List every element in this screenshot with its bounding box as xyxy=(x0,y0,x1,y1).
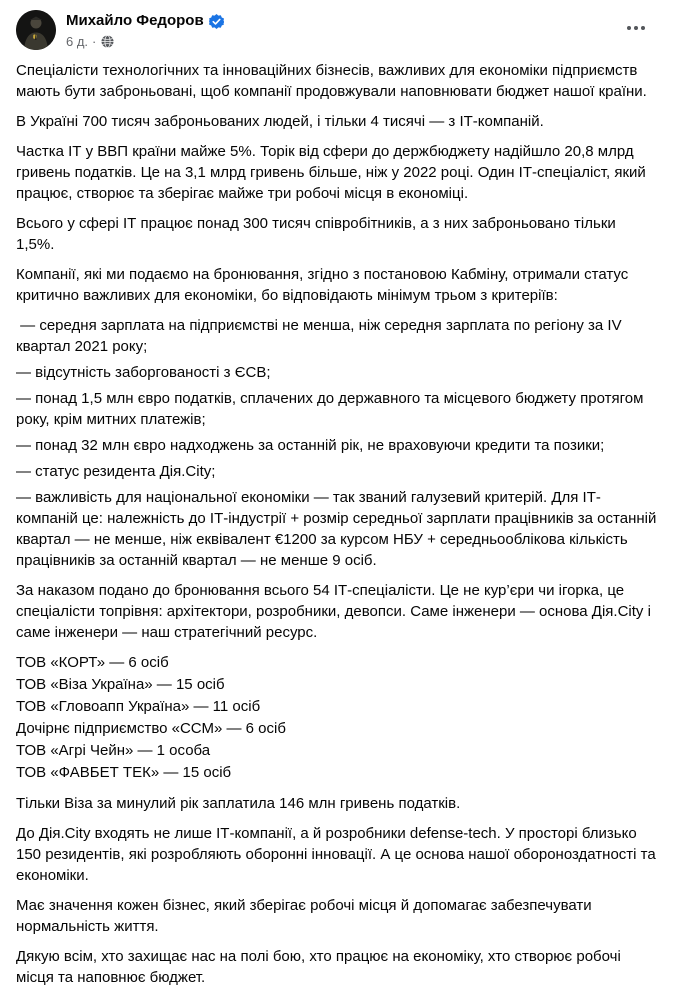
meta-separator: · xyxy=(92,34,97,49)
avatar[interactable] xyxy=(16,10,56,50)
post-paragraph: Всього у сфері ІТ працює понад 300 тисяч співробітників, а з них заброньовано тільки 1,5%. xyxy=(16,215,616,253)
ellipsis-icon xyxy=(641,26,645,30)
timestamp[interactable]: 6 д. xyxy=(66,34,89,49)
post-paragraph: Спеціалісти технологічних та інноваційних бізнесів, важливих для економіки підприємств мають бути заброньовані, щоб компанії продовжували наповнювати бюджет нашої країни. xyxy=(16,62,647,100)
company-line: ТОВ «Агрі Чейн» — 1 особа xyxy=(16,742,211,759)
post-meta xyxy=(66,33,224,50)
ellipsis-icon xyxy=(627,26,631,30)
company-line: ТОВ «КОРТ» — 6 осіб xyxy=(16,654,169,671)
post-paragraph: Частка ІТ у ВВП країни майже 5%. Торік від сфери до держбюджету надійшло 20,8 млрд гривень податків. Це на 3,1 млрд гривень більше, ніж у 2022 році. Один ІТ-спеціаліст, який працює, створює та зберігає майже три робочі місця в економіці. xyxy=(16,143,646,202)
criterion-item: — понад 32 млн євро надходжень за останній рік, не враховуючи кредити та позики; xyxy=(16,437,605,454)
post-paragraph: Дякую всім, хто захищає нас на полі бою, хто працює на економіку, хто створює робочі місця та наповнює бюджет. xyxy=(16,948,621,986)
ellipsis-icon xyxy=(634,26,638,30)
criterion-item: — відсутність заборгованості з ЄСВ; xyxy=(16,364,271,381)
post-body xyxy=(0,54,674,1002)
post-paragraph: До Дія.City входять не лише ІТ-компанії, а й розробники defense-tech. У просторі близько 150 резидентів, які розробляють оборонні інновації. А це основа нашої обороноздатності та економіки. xyxy=(16,825,656,884)
company-list xyxy=(16,652,658,784)
post-paragraph: Тільки Віза за минулий рік заплатила 146 млн гривень податків. xyxy=(16,795,461,812)
header-text xyxy=(66,10,224,50)
post-header xyxy=(0,0,674,54)
criterion-item: — середня зарплата на підприємстві не менша, ніж середня зарплата по регіону за IV квартал 2021 року; xyxy=(16,317,622,355)
company-line: ТОВ «ФАВБЕТ ТЕК» — 15 осіб xyxy=(16,764,232,781)
post-menu-button[interactable] xyxy=(620,16,652,40)
criterion-item: — статус резидента Дія.City; xyxy=(16,463,216,480)
globe-icon xyxy=(101,35,114,48)
post-paragraph: Має значення кожен бізнес, який зберігає робочі місця й допомагає забезпечувати нормальність життя. xyxy=(16,897,592,935)
criterion-item: — важливість для національної економіки — так званий галузевий критерій. Для ІТ-компаній це: належність до ІТ-індустрії + розмір середньої зарплати працівників за останній квартал — не менше, ніж еквівалент €1200 за курсом НБУ + середньооблікова кількість працівників за останній квартал — не менше 9 осіб. xyxy=(16,489,657,569)
verified-badge-icon xyxy=(209,14,224,29)
post-paragraph-order: За наказом подано до бронювання всього 54 ІТ-спеціалісти. Це не кур’єри чи ігорка, це спеціалісти топрівня: архітектори, розробники, девопси. Саме інженери — основа Дія.City і саме інженери — наш стратегічний ресурс. xyxy=(16,582,651,641)
post-paragraph: В Україні 700 тисяч заброньованих людей, і тільки 4 тисячі — з ІТ-компаній. xyxy=(16,113,544,130)
post-paragraph-criteria-intro: Компанії, які ми подаємо на бронювання, згідно з постановою Кабміну, отримали статус критично важливих для економіки, бо відповідають мінімум трьом з критеріїв: xyxy=(16,266,629,304)
avatar-photo xyxy=(16,10,56,50)
company-line: Дочірнє підприємство «ССМ» — 6 осіб xyxy=(16,720,286,737)
author-name[interactable]: Михайло Федоров xyxy=(66,12,204,29)
company-line: ТОВ «Віза Україна» — 15 осіб xyxy=(16,676,225,693)
criterion-item: — понад 1,5 млн євро податків, сплачених до державного та місцевого бюджету протягом року, крім митних платежів; xyxy=(16,390,644,428)
company-line: ТОВ «Гловоапп Україна» — 11 осіб xyxy=(16,698,261,715)
